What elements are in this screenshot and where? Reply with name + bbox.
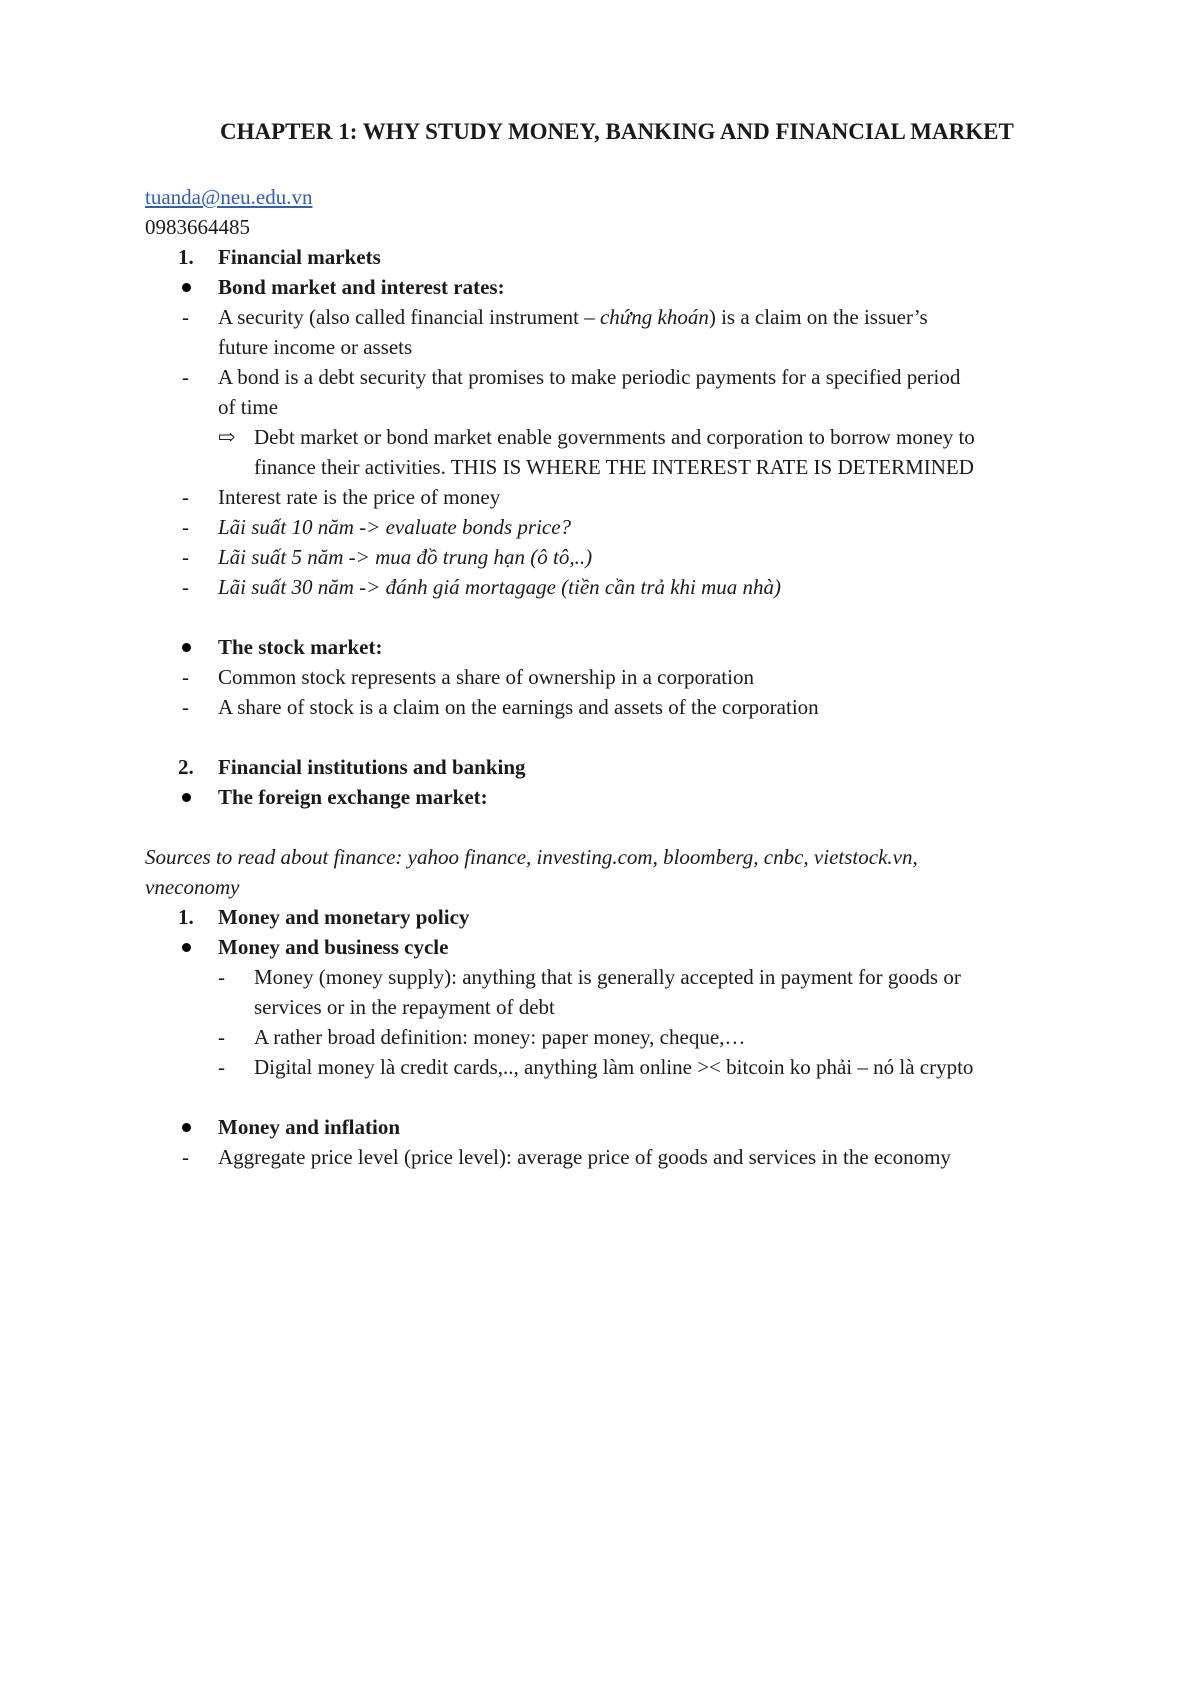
list-item-text [218, 302, 928, 332]
list-item-text: Aggregate price level (price level): average price of goods and services in the economy [218, 1145, 951, 1169]
phone-number: 0983664485 [145, 215, 250, 239]
dash-marker: - [182, 305, 189, 329]
dash-marker: - [182, 1145, 189, 1169]
list-item-text-part: ) is a claim on the issuer’s [708, 305, 928, 329]
list-item-text: future income or assets [218, 335, 413, 359]
sources-note: Sources to read about finance: yahoo finance, investing.com, bloomberg, cnbc, vietstock.vn, [145, 845, 918, 869]
list-item-text: Lãi suất 5 năm -> mua đồ trung hạn (ô tô,..) [218, 545, 593, 569]
list-number: 1. [178, 245, 194, 269]
dash-marker: - [182, 485, 189, 509]
subsection-label: The foreign exchange market: [218, 785, 488, 809]
list-number: 2. [178, 755, 194, 779]
arrow-item-text: Debt market or bond market enable governments and corporation to borrow money to [254, 425, 975, 449]
list-item-text: A rather broad definition: money: paper money, cheque,… [254, 1025, 746, 1049]
list-item-text: of time [218, 395, 279, 419]
list-item-text-part: A security (also called financial instrument – [218, 305, 600, 329]
list-item-text: Money (money supply): anything that is generally accepted in payment for goods or [254, 965, 961, 989]
page-title: CHAPTER 1: WHY STUDY MONEY, BANKING AND FINANCIAL MARKET [220, 119, 1014, 144]
dash-marker: - [182, 365, 189, 389]
section-heading-label: Financial markets [218, 245, 381, 269]
list-item-text: Digital money là credit cards,.., anything làm online >< bitcoin ko phải – nó là crypto [254, 1055, 974, 1079]
arrow-item-text: finance their activities. THIS IS WHERE THE INTEREST RATE IS DETERMINED [254, 455, 974, 479]
list-item-text: A share of stock is a claim on the earnings and assets of the corporation [218, 695, 819, 719]
list-item-text: Lãi suất 30 năm -> đánh giá mortagage (tiền cần trả khi mua nhà) [218, 575, 782, 599]
section-heading-label: Financial institutions and banking [218, 755, 526, 779]
subsection-label: Money and inflation [218, 1115, 401, 1139]
list-item-text-italic: chứng khoán [599, 305, 709, 329]
list-item-text: Lãi suất 10 năm -> evaluate bonds price? [218, 515, 572, 539]
dash-marker: - [182, 515, 189, 539]
subsection-label: The stock market: [218, 635, 383, 659]
dash-marker: - [182, 695, 189, 719]
dash-marker: - [182, 575, 189, 599]
list-number: 1. [178, 905, 194, 929]
dash-marker: - [218, 1055, 225, 1079]
dash-marker: - [182, 545, 189, 569]
sources-note-continuation: vneconomy [145, 875, 240, 899]
list-item-text: Interest rate is the price of money [218, 485, 501, 509]
email-link[interactable]: tuanda@neu.edu.vn [145, 185, 313, 209]
subsection-label: Money and business cycle [218, 935, 449, 959]
list-item-text: Common stock represents a share of ownership in a corporation [218, 665, 754, 689]
subsection-label: Bond market and interest rates: [218, 275, 505, 299]
arrow-right-icon: ⇨ [218, 425, 236, 449]
list-item-text: services or in the repayment of debt [254, 995, 555, 1019]
dash-marker: - [218, 965, 225, 989]
dash-marker: - [182, 665, 189, 689]
section-heading-label: Money and monetary policy [218, 905, 470, 929]
dash-marker: - [218, 1025, 225, 1049]
list-item-text: A bond is a debt security that promises to make periodic payments for a specified period [218, 365, 961, 389]
